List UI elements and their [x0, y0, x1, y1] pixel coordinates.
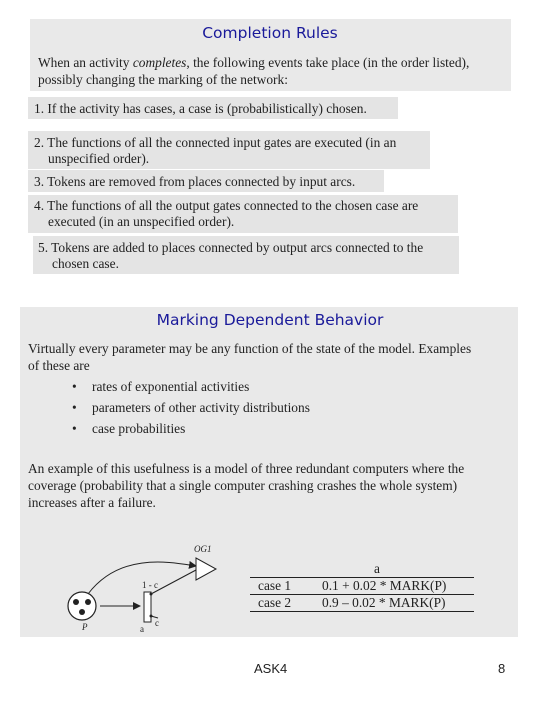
case-probability-table	[250, 577, 474, 612]
case-dot-upper	[150, 593, 153, 596]
marking-para2-line2: coverage (probability that a single computer crashing crashes the whole system)	[28, 478, 458, 493]
marking-para1-line2: of these are	[28, 358, 90, 373]
footer-label: ASK4	[254, 661, 288, 676]
list-item: • parameters of other activity distributions	[72, 397, 310, 418]
rule-3-text: 3. Tokens are removed from places connected by input arcs.	[34, 174, 356, 189]
case-table-header: a	[374, 561, 380, 576]
token	[79, 609, 85, 615]
rule-2-line2: unspecified order).	[48, 151, 150, 166]
place-label: P	[82, 622, 88, 632]
rule-4-line2: executed (in an unspecified order).	[48, 214, 235, 229]
place-circle	[68, 592, 96, 620]
rule-4-line1: 4. The functions of all the output gates connected to the chosen case are	[34, 198, 419, 213]
rule-2-line1: 2. The functions of all the connected input gates are executed (in an	[34, 135, 397, 150]
table-row	[250, 595, 474, 612]
case-label-c: c	[155, 618, 159, 628]
intro-before: When an activity	[38, 55, 133, 70]
table-row	[250, 578, 474, 595]
token	[73, 599, 79, 605]
page-number: 8	[498, 661, 506, 676]
activity-label: a	[140, 624, 144, 634]
rule-5-line1: 5. Tokens are added to places connected by output arcs connected to the	[38, 240, 424, 255]
case-expr-cell: 0.9 – 0.02 * MARK(P)	[322, 595, 446, 610]
marking-para2-line3: increases after a failure.	[28, 495, 156, 510]
list-item: • case probabilities	[72, 418, 310, 439]
case-label-1c: 1 - c	[142, 580, 158, 590]
token	[85, 599, 91, 605]
case-name-cell: case 2	[258, 595, 292, 610]
marking-para2-line1: An example of this usefulness is a model of three redundant computers where the	[28, 461, 465, 476]
list-item: • rates of exponential activities	[72, 376, 310, 397]
activity-bar	[144, 592, 151, 622]
completion-rules-title: Completion Rules	[202, 24, 338, 42]
case-name-cell: case 1	[258, 578, 292, 593]
rule-1-text: 1. If the activity has cases, a case is (probabilistically) chosen.	[34, 101, 367, 116]
rule-5-line2: chosen case.	[52, 256, 119, 271]
case-dot-lower	[150, 615, 153, 618]
completion-intro-line2: possibly changing the marking of the network:	[38, 72, 288, 87]
intro-emphasis: completes	[132, 55, 187, 70]
gate-label: OG1	[194, 544, 212, 554]
intro-after: , the following events take place (in the order listed),	[186, 55, 470, 70]
output-gate-triangle	[196, 558, 216, 580]
marking-behavior-title: Marking Dependent Behavior	[156, 311, 384, 329]
completion-intro-line1	[38, 55, 469, 71]
case-expr-cell: 0.1 + 0.02 * MARK(P)	[322, 578, 447, 593]
san-model-diagram	[60, 538, 280, 638]
marking-para1-line1: Virtually every parameter may be any function of the state of the model. Examples	[28, 341, 472, 356]
marking-examples-list	[72, 376, 310, 439]
